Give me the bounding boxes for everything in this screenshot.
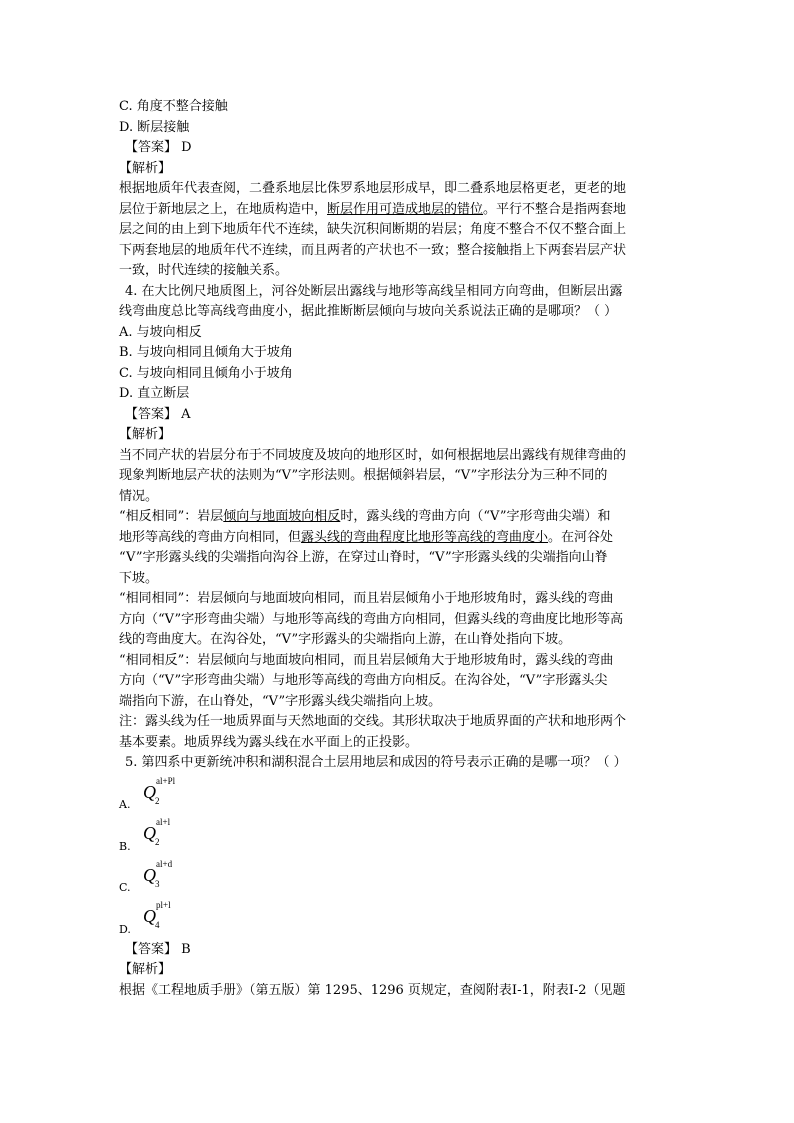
option-label: D.: [119, 922, 131, 936]
symbol-subscript: 4: [155, 920, 160, 930]
option-a-q4: A. 与坡向相反: [119, 324, 202, 340]
analysis-text: [119, 200, 679, 221]
question-5: 5. 第四系中更新统冲积和湖积混合土层用地层和成因的符号表示正确的是哪一项？（ ）: [125, 755, 627, 770]
question-4: 4. 在大比例尺地质图上，河谷处断层出露线与地形等高线呈相同方向弯曲，但断层出露: [125, 283, 623, 299]
option-c-q3: C. 角度不整合接触: [119, 99, 228, 114]
analysis-text: 下坡。: [119, 570, 159, 586]
symbol-superscript: pl+l: [156, 900, 171, 910]
analysis-text: 情况。: [119, 488, 159, 504]
text-span: 。在河谷处: [548, 529, 614, 545]
analysis-text: “相同相同”：岩层倾向与地面坡向相同，而且岩层倾角小于地形坡角时，露头线的弯曲: [119, 591, 614, 606]
analysis-text: 一致，时代连续的接触关系。: [119, 263, 289, 278]
analysis-text: 方向（“V”字形弯曲尖端）与地形等高线的弯曲方向相同，但露头线的弯曲度比地形等高: [119, 611, 624, 627]
question-4-cont: 线弯曲度总比等高线弯曲度小，据此推断断层倾向与坡向关系说法正确的是哪项？（ ）: [119, 304, 618, 319]
analysis-text: [119, 528, 679, 549]
option-label: A.: [119, 798, 131, 811]
document-body: [119, 97, 679, 1001]
option-b-q5: [119, 815, 679, 857]
symbol-subscript: 3: [155, 878, 160, 889]
answer-q4: 【答案】 A: [125, 406, 191, 422]
symbol-q: Q: [143, 781, 156, 802]
symbol-q: Q: [143, 864, 156, 885]
analysis-text: “相同相反”：岩层倾向与地面坡向相同，而且岩层倾角大于地形坡角时，露头线的弯曲: [119, 652, 614, 668]
text-span: “相反相同”：岩层: [119, 509, 224, 524]
option-c-q5: [119, 857, 679, 899]
symbol-superscript: al+Pl: [156, 775, 176, 786]
analysis-heading-q5: 【解析】: [119, 962, 172, 977]
text-span: 。平行不整合是指两套地: [483, 201, 627, 217]
option-d-q4: D. 直立断层: [119, 386, 190, 401]
option-label: C.: [119, 881, 131, 894]
symbol-q: Q: [143, 823, 156, 843]
analysis-text: 线的弯曲度大。在沟谷处，“V”字形露头的尖端指向上游，在山脊处指向下坡。: [119, 632, 572, 647]
symbol-subscript: 2: [155, 837, 160, 847]
note-text: 基本要素。地质界线为露头线在水平面上的正投影。: [119, 734, 419, 750]
analysis-text: 下两套地层的地质年代不连续，而且两者的产状也不一致；整合接触指上下两套岩层产状: [119, 242, 627, 258]
option-a-q5: [119, 774, 679, 816]
underlined-text: 断层作用可造成地层的错位: [327, 201, 484, 217]
note-text: 注：露头线为任一地质界面与天然地面的交线。其形状取决于地质界面的产状和地形两个: [119, 714, 627, 729]
option-label: B.: [119, 839, 131, 853]
analysis-heading-q3: 【解析】: [119, 160, 172, 176]
analysis-text: 现象判断地层产状的法则为“V”字形法则。根据倾斜岩层，“V”字形法分为三种不同的: [119, 468, 608, 483]
text-span: 层位于新地层之上，在地质构造中，: [119, 201, 328, 217]
answer-q3: 【答案】 D: [125, 140, 192, 155]
analysis-text: 当不同产状的岩层分布于不同坡度及坡向的地形区时，如何根据地层出露线有规律弯曲的: [119, 447, 627, 463]
symbol-subscript: 2: [155, 795, 160, 806]
text-span: 地形等高线的弯曲方向相同，但: [119, 529, 302, 545]
analysis-text: 方向（“V”字形弯曲尖端）与地形等高线的弯曲方向相反。在沟谷处，“V”字形露头尖: [119, 673, 608, 688]
symbol-superscript: al+l: [156, 817, 171, 827]
underlined-text: 倾向与地面坡向相反: [223, 509, 341, 524]
analysis-text: 层之间的由上到下地质年代不连续，缺失沉积间断期的岩层；角度不整合不仅不整合面上: [119, 222, 627, 237]
option-d-q3: D. 断层接触: [119, 119, 190, 135]
symbol-q: Q: [143, 906, 156, 926]
analysis-text: 根据地质年代表查阅，二叠系地层比侏罗系地层形成早，即二叠系地层格更老，更老的地: [119, 181, 627, 196]
analysis-text: 端指向下游，在山脊处，“V”字形露头线尖端指向上坡。: [119, 693, 442, 709]
analysis-heading-q4: 【解析】: [119, 427, 172, 442]
underlined-text: 露头线的弯曲程度比地形等高线的弯曲度小: [301, 529, 549, 545]
analysis-text: “V”字形露头线的尖端指向沟谷上游，在穿过山脊时，“V”字形露头线的尖端指向山脊: [119, 550, 608, 565]
analysis-text: 根据《工程地质手册》（第五版）第 1295、1296 页规定，查阅附表Ⅰ-1，附表Ⅰ-2（见题: [119, 982, 626, 998]
analysis-text: [119, 507, 679, 528]
option-c-q4: C. 与坡向相同且倾角小于坡角: [119, 365, 293, 381]
text-span: 时，露头线的弯曲方向（“V”字形弯曲尖端）和: [340, 509, 611, 524]
option-d-q5: [119, 898, 679, 940]
symbol-superscript: al+d: [156, 858, 173, 869]
answer-q5: 【答案】 B: [125, 941, 191, 957]
option-b-q4: B. 与坡向相同且倾角大于坡角: [119, 345, 293, 360]
